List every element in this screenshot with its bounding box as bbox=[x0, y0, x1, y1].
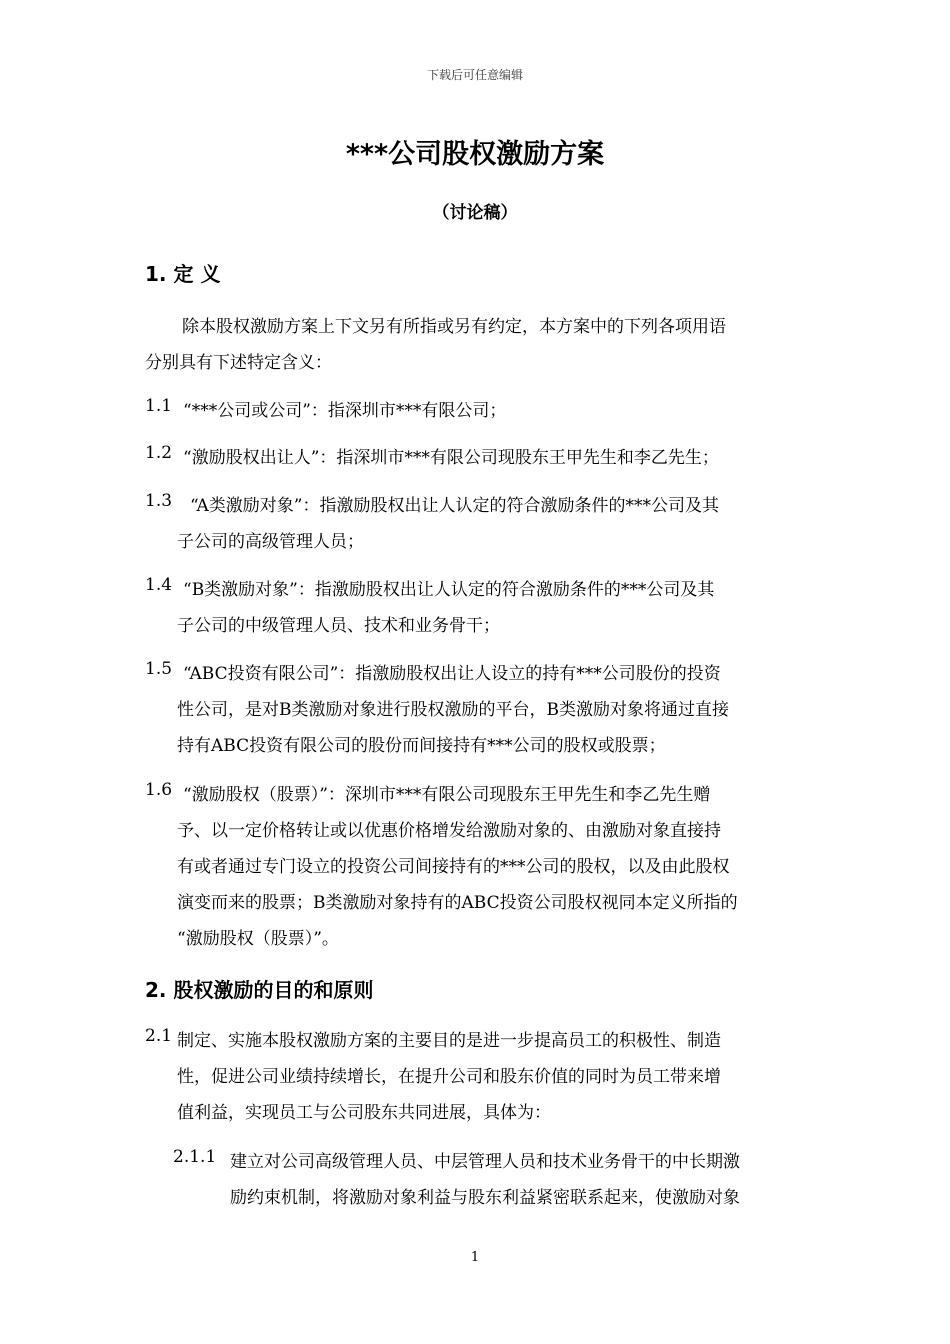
clause-text: 性，促进公司业绩持续增长，在提升公司和股东价值的同时为员工带来增 bbox=[177, 1067, 721, 1087]
clause-text: 演变而来的股票；B类激励对象持有的ABC投资公司股权视同本定义所指的 bbox=[177, 893, 738, 913]
page-number: 1 bbox=[470, 1250, 480, 1265]
clause-number: 2.1.1 bbox=[173, 1147, 217, 1167]
clause-text: 子公司的高级管理人员； bbox=[177, 532, 364, 552]
clause-text: “激励股权（股票）”。 bbox=[177, 929, 339, 949]
clause-number: 1.3 bbox=[145, 491, 173, 511]
clause-number: 1.5 bbox=[145, 659, 173, 679]
clause-number: 2.1 bbox=[145, 1026, 173, 1046]
clause-number: 1.4 bbox=[145, 575, 173, 595]
clause-number: 1.2 bbox=[145, 443, 173, 463]
section-1-heading: 1. 定 义 bbox=[145, 262, 221, 286]
clause-text: “ABC投资有限公司”：指激励股权出让人设立的持有***公司股份的投资 bbox=[183, 664, 721, 684]
clause-text: 励约束机制，将激励对象利益与股东利益紧密联系起来，使激励对象 bbox=[230, 1188, 740, 1208]
clause-text: “激励股权（股票）”：深圳市***有限公司现股东王甲先生和李乙先生赠 bbox=[183, 785, 711, 805]
clause-number: 1.1 bbox=[145, 396, 173, 416]
clause-text: 建立对公司高级管理人员、中层管理人员和技术业务骨干的中长期激 bbox=[230, 1152, 740, 1172]
intro-line-1: 除本股权激励方案上下文另有所指或另有约定，本方案中的下列各项用语 bbox=[182, 317, 726, 337]
intro-line-2: 分别具有下述特定含义： bbox=[145, 353, 332, 373]
clause-text: 持有ABC投资有限公司的股份而间接持有***公司的股权或股票； bbox=[177, 736, 666, 756]
clause-text: 值利益，实现员工与公司股东共同进展，具体为： bbox=[177, 1103, 551, 1123]
clause-text: 有或者通过专门设立的投资公司间接持有的***公司的股权，以及由此股权 bbox=[177, 857, 730, 877]
clause-text: “激励股权出让人”：指深圳市***有限公司现股东王甲先生和李乙先生； bbox=[183, 448, 719, 468]
clause-text: 子公司的中级管理人员、技术和业务骨干； bbox=[177, 616, 500, 636]
section-2-heading: 2. 股权激励的目的和原则 bbox=[145, 978, 374, 1002]
clause-text: “A类激励对象”：指激励股权出让人认定的符合激励条件的***公司及其 bbox=[190, 496, 719, 516]
clause-text: 予、以一定价格转让或以优惠价格增发给激励对象的、由激励对象直接持 bbox=[177, 821, 721, 841]
document-title: ***公司股权激励方案 bbox=[345, 139, 605, 170]
clause-text: “B类激励对象”：指激励股权出让人认定的符合激励条件的***公司及其 bbox=[183, 580, 715, 600]
page-header: 下载后可任意编辑 bbox=[426, 68, 523, 82]
clause-text: 制定、实施本股权激励方案的主要目的是进一步提高员工的积极性、制造 bbox=[177, 1031, 721, 1051]
clause-text: “***公司或公司”：指深圳市***有限公司； bbox=[183, 401, 507, 421]
clause-number: 1.6 bbox=[145, 780, 173, 800]
clause-text: 性公司，是对B类激励对象进行股权激励的平台，B类激励对象将通过直接 bbox=[177, 700, 729, 720]
document-subtitle: （讨论稿） bbox=[432, 203, 518, 223]
